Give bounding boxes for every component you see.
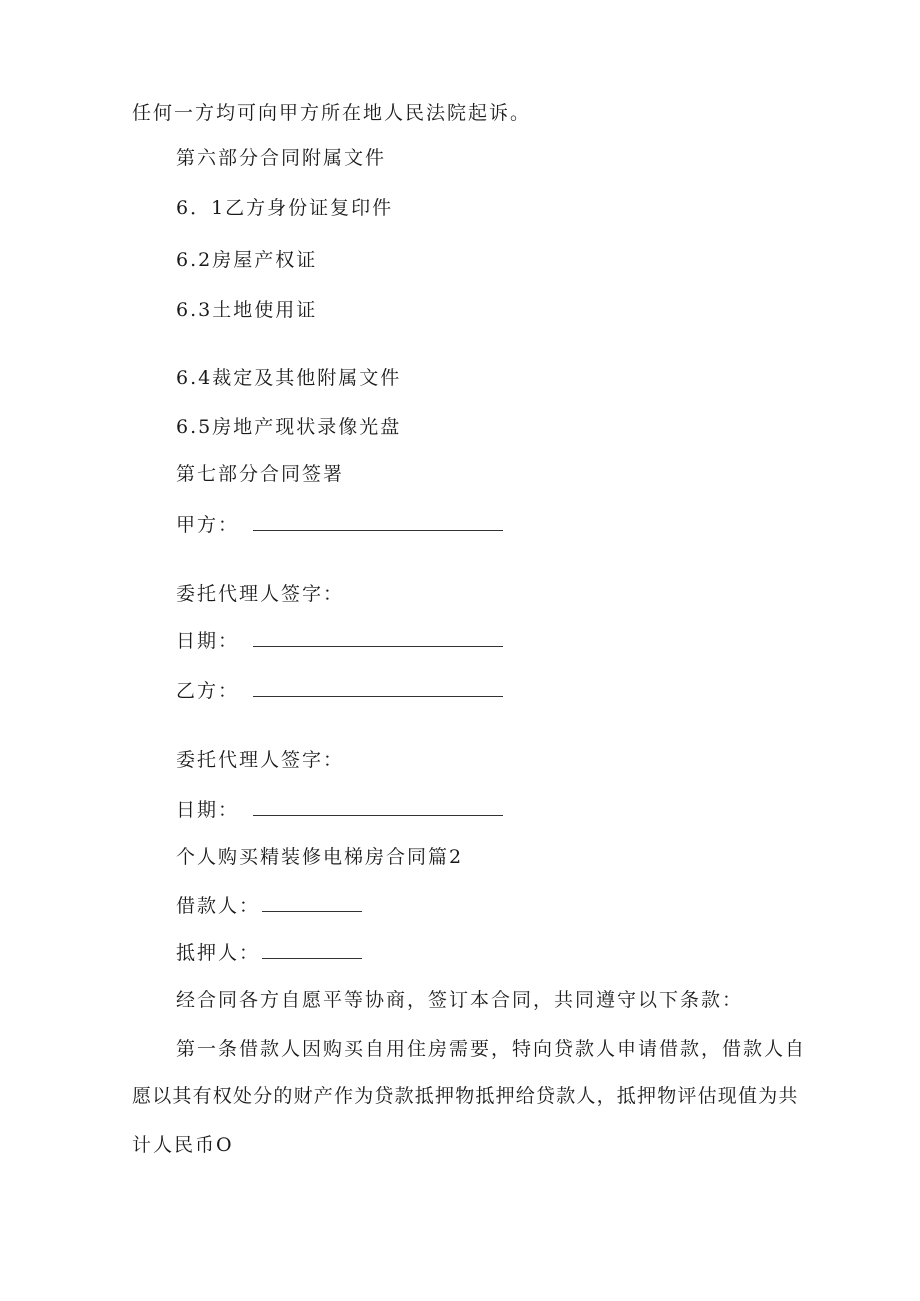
item-6-4: 6.4裁定及其他附属文件 bbox=[176, 367, 402, 389]
article-1-line-1: 第一条借款人因购买自用住房需要，特向贷款人申请借款，借款人自 bbox=[176, 1038, 807, 1060]
date-2-row bbox=[176, 797, 503, 822]
item-6-5: 6.5房地产现状录像光盘 bbox=[176, 416, 402, 438]
date-1-label: 日期： bbox=[176, 630, 240, 652]
mortgagor-blank bbox=[262, 940, 362, 959]
date-2-label: 日期： bbox=[176, 799, 240, 821]
date-2-blank bbox=[253, 797, 503, 816]
agent-sign-2: 委托代理人签字： bbox=[176, 749, 345, 771]
date-1-blank bbox=[253, 628, 503, 647]
item-6-1: 6．1乙方身份证复印件 bbox=[176, 197, 394, 219]
party-b-blank bbox=[253, 678, 503, 697]
date-1-row bbox=[176, 628, 503, 653]
article-1-line-3: 计人民币O bbox=[132, 1134, 234, 1156]
mortgagor-row bbox=[176, 940, 362, 965]
borrower-label: 借款人： bbox=[176, 895, 261, 917]
party-a-label: 甲方： bbox=[176, 514, 240, 536]
agent-sign-1: 委托代理人签字： bbox=[176, 583, 345, 605]
party-a-row bbox=[176, 512, 503, 537]
party-a-blank bbox=[253, 512, 503, 531]
section-six-heading: 第六部分合同附属文件 bbox=[176, 147, 387, 169]
party-b-label: 乙方： bbox=[176, 680, 240, 702]
item-6-3: 6.3土地使用证 bbox=[176, 299, 318, 321]
party-b-row bbox=[176, 678, 503, 703]
mortgagor-label: 抵押人： bbox=[176, 942, 261, 964]
borrower-row bbox=[176, 893, 362, 918]
section-seven-heading: 第七部分合同签署 bbox=[176, 463, 345, 485]
contract-intro: 经合同各方自愿平等协商，签订本合同，共同遵守以下条款： bbox=[176, 989, 744, 1011]
article-1-line-2: 愿以其有权处分的财产作为贷款抵押物抵押给贷款人，抵押物评估现值为共 bbox=[132, 1085, 799, 1107]
borrower-blank bbox=[262, 893, 362, 912]
item-6-2: 6.2房屋产权证 bbox=[176, 249, 318, 271]
contract-2-title: 个人购买精装修电梯房合同篇2 bbox=[176, 846, 464, 868]
paragraph-lawsuit: 任何一方均可向甲方所在地人民法院起诉。 bbox=[132, 102, 532, 124]
